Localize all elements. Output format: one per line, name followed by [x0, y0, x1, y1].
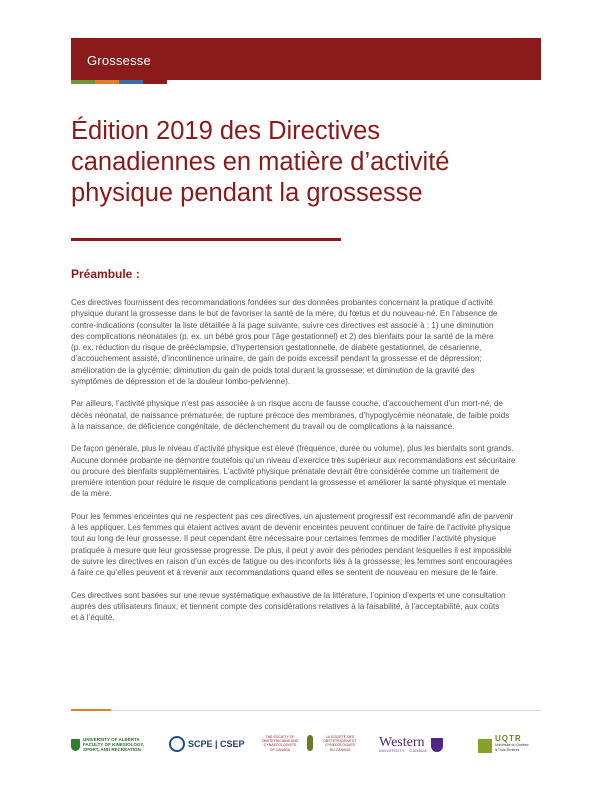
logo-text-line: Université du Québec	[495, 743, 529, 748]
scpe-csep-logo	[169, 736, 245, 752]
text-line: à faire ce qu’elles peuvent et à revenir aux recommandations quand elles se sentent de nouveau en mesure de le faire.	[71, 568, 498, 578]
logo-text-line: OBSTÉTRICIENS ET	[323, 739, 357, 744]
section-heading: Préambule :	[71, 267, 140, 281]
text-line: contre-indications (consulter la liste détaillée à la page suivante, suivre ces directives est associé à : 1) une diminution	[71, 320, 494, 330]
paragraph	[71, 297, 541, 387]
logo-text-line: GYNAECOLOGISTS	[263, 743, 297, 748]
text-line: à les appliquer. Les femmes qui étaient actives avant de devenir enceintes peuvent continuer de faire de l’activité physique	[71, 523, 511, 533]
uqtr-wordmark	[495, 734, 529, 751]
section-banner	[71, 38, 541, 80]
partner-logos	[71, 733, 541, 765]
logo-text-line: UNIVERSITY OF ALBERTA	[83, 737, 140, 742]
logo-text-line: OF CANADA	[269, 747, 291, 752]
strip-green	[71, 80, 95, 84]
logo-text-line: LA SOCIÉTÉ DES	[325, 735, 355, 739]
text-line: décès néonatal, de naissance prématurée; de rupture précoce des membranes, d’hypoglycémie néonatale, de faible poids	[71, 410, 510, 420]
western-name: Western	[379, 735, 425, 750]
paragraph	[71, 590, 541, 624]
body-text	[71, 297, 541, 634]
sogc-text-fr	[317, 735, 363, 752]
logo-text-line: THE SOCIETY OF	[265, 735, 295, 739]
strip-orange	[95, 80, 119, 84]
text-line: Aucune donnée probante ne démontre toutefois qu’un niveau d’exercice très supérieur aux recommandations est sécuritaire	[71, 455, 516, 465]
text-line: symptômes de dépression et de la douleur lombo-pelvienne).	[71, 377, 291, 387]
text-line: amélioration de la glycémie; diminution du gain de poids total durant la grossesse; et diminution de la gravité des	[71, 365, 475, 375]
logo-text-line: GYNÉCOLOGUES	[325, 743, 355, 748]
text-line: De façon générale, plus le niveau d’activité physique est élevé (fréquence, durée ou volume), plus les bienfaits sont grands.	[71, 444, 514, 454]
text-line: (p. ex. réduction du risque de prééclampsie, d’hypertension gestationnelle, de diabète gestationnel, de césarienne,	[71, 343, 482, 353]
uqtr-emblem-icon	[478, 739, 492, 753]
western-logo	[379, 737, 443, 753]
text-line: Par ailleurs, l’activité physique n’est pas associée à un risque accru de fausse couche, d’accouchement d’un mort-né, de	[71, 399, 503, 409]
text-line: auprès des utilisateurs finaux, et tiennent compte des considérations relatives à la faisabilité, à l’acceptabilité, aux coûts	[71, 601, 500, 611]
text-line: d’accouchement assisté, d’incontinence urinaire, de gain de poids excessif pendant la grossesse et de dépression;	[71, 354, 482, 364]
sogc-logo	[257, 735, 363, 752]
color-strip	[71, 80, 167, 84]
title-line: Édition 2019 des Directives	[71, 117, 381, 145]
text-line: première intention pour réduire le risque de complications pendant la grossesse et améliorer la santé physique et mentale	[71, 478, 507, 488]
logo-text-line: FACULTY OF KINESIOLOGY,	[83, 742, 145, 747]
western-subtitle: UNIVERSITY · CANADA	[379, 749, 428, 753]
logo-text-line: DU CANADA	[329, 747, 351, 752]
logo-text-line: SPORT, AND RECREATION	[83, 747, 141, 752]
uqtr-logo	[478, 733, 529, 753]
banner-label: Grossesse	[87, 53, 151, 68]
document-title	[71, 116, 541, 209]
strip-red	[143, 80, 167, 84]
text-line: tout au long de leur grossesse. Il peut cependant être nécessaire pour certaines femmes de modifier l’activité physique	[71, 534, 497, 544]
text-line: et à l’équité.	[71, 613, 115, 623]
text-line: de suivre les directives en raison d’un excès de fatigue ou des inconforts liés à la grossesse; les femmes sont encouragées	[71, 556, 513, 566]
title-rule	[71, 238, 341, 241]
circle-emblem-icon	[169, 736, 185, 752]
western-wordmark	[379, 737, 427, 753]
crest-icon	[431, 738, 443, 752]
footer-rule	[71, 710, 541, 711]
text-line: Ces directives sont basées sur une revue systématique exhaustive de la littérature, l’opinion d’experts et une consultation	[71, 590, 506, 600]
sogc-emblem-icon	[307, 735, 313, 751]
paragraph	[71, 398, 541, 432]
text-line: de la mère.	[71, 489, 112, 499]
logo-text-line: à Trois-Rivières	[495, 747, 520, 752]
ualberta-text	[83, 737, 144, 752]
uqtr-name: UQTR	[495, 734, 522, 744]
title-line: canadiennes en matière d’activité	[71, 148, 450, 176]
text-line: des complications néonatales (p. ex. un bébé gros pour l’âge gestationnel) et 2) des bienfaits pour la santé de la mère	[71, 331, 494, 341]
ualberta-logo	[71, 737, 144, 752]
text-line: Pour les femmes enceintes qui ne respectent pas ces directives, un ajustement progressif est recommandé afin de parvenir	[71, 511, 514, 521]
strip-blue	[119, 80, 143, 84]
text-line: pratiquée à mesure que leur grossesse progresse. De plus, il peut y avoir des périodes pendant lesquelles il est impossible	[71, 545, 512, 555]
paragraph	[71, 443, 541, 499]
text-line: physique durant la grossesse dans le but de favoriser la santé de la mère, du fœtus et du nouveau-né. En l’absence de	[71, 309, 498, 319]
text-line: Ces directives fournissent des recommandations fondées sur des données probantes concernant la pratique d’activité	[71, 298, 494, 307]
shield-icon	[71, 739, 80, 751]
sogc-text-en	[257, 735, 303, 752]
footer-accent	[71, 709, 111, 711]
text-line: ou procure des bienfaits supplémentaires. L’activité physique prénatale devrait être considérée comme un traitement de	[71, 466, 500, 476]
paragraph	[71, 511, 541, 579]
logo-text-line: OBSTETRICIANS AND	[261, 739, 299, 744]
title-line: physique pendant la grossesse	[71, 179, 423, 207]
scpe-text: SCPE | CSEP	[188, 739, 245, 749]
text-line: à la naissance, de déficience congénitale, de déclenchement du travail ou de complications à la naissance.	[71, 421, 455, 431]
